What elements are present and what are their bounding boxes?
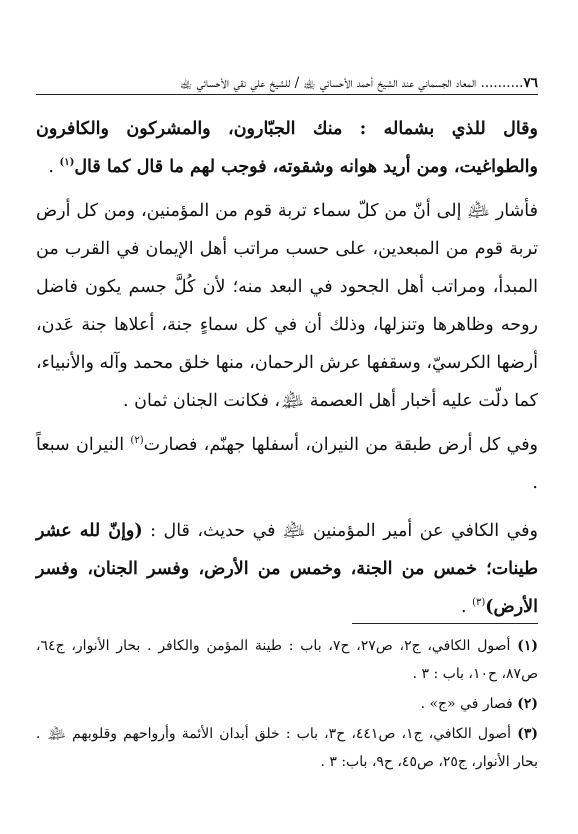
footnote-text: فصار في «ج» . — [420, 696, 513, 712]
footnote-2 — [36, 690, 538, 718]
header-title: المعاد الجسماني عند الشيخ أحمد الأحسائي ﵀ / للشيخ علي نقي الأحسائي ﵀ — [179, 75, 477, 91]
main-text — [36, 110, 538, 632]
page-number: ٧٦ — [523, 75, 538, 91]
kafi-quote: (وإنّ لله عشر طينات؛ خمس من الجنة، وخمس من الأرض، وفسر الجنان، وفسر الأرض) — [36, 521, 538, 617]
paragraph-explanation: فأشار ﵇ إلى أنّ من كلّ سماء تربة قوم من المؤمنين، ومن كل أرض تربة قوم من المبعدين، على حسب مراتب أهل الإيمان في القرب من المبدأ، ومراتب أهل الجحود في البعد منه؛ لأن كُلَّ جسم يكون فاضل روحه وظاهرها وتنزلها، وذلك أن في كل سماءٍ جنة، أعلاها جنة عَدن، أرضها الكرسيّ، وسقفها عرش الرحمان، منها خلق محمد وآله والأنبياء، كما دلّت عليه أخبار أهل العصمة ﵈، فكانت الجنان ثمان . — [36, 201, 538, 411]
paragraph-tail: . — [48, 157, 60, 177]
paragraph-kafi-intro: وفي الكافي عن أمير المؤمنين ﵇ في حديث، قال : — [142, 521, 538, 541]
footnote-ref-3: (٣) — [472, 597, 486, 609]
footnote-ref-1: (١) — [59, 157, 75, 169]
footnote-text: أصول الكافي، ج٢، ص٢٧، ح٧، باب : طينة المؤمن والكافر . بحار الأنوار، ج٦٤، ص٨٧، ح١٠، باب : ٣ . — [36, 638, 538, 682]
running-header — [36, 72, 538, 95]
footnote-number: (٣) — [517, 726, 538, 742]
footnote-3 — [36, 720, 538, 776]
footnote-number: (١) — [517, 638, 538, 654]
paragraph-fires-end: النيران سبعاً . — [36, 435, 538, 493]
footnote-ref-2: (٢) — [130, 435, 144, 447]
paragraph-fires-start: وفي كل أرض طبقة من النيران، أسفلها جهنّم، فصارت — [143, 435, 539, 455]
footnotes — [36, 632, 538, 778]
footnote-1 — [36, 632, 538, 688]
footnote-divider — [352, 623, 538, 624]
paragraph-hadith-quote — [36, 110, 538, 186]
paragraph-kafi — [36, 512, 538, 626]
footnote-text: أصول الكافي، ج١، ص٤٤١، ح٣، باب : خلق أبدان الأئمة وأرواحهم وقلوبهم ﵈ . بحار الأنوار، ج٢٥، ص٤٥، ح٩، باب: ٣ . — [36, 726, 538, 770]
paragraph-fires — [36, 426, 538, 502]
paragraph-kafi-tail: . — [460, 597, 473, 617]
hadith-quote: وقال للذي بشماله : منك الجبّارون، والمشركون والكافرون والطواغيت، ومن أريد هوانه وشقوته، فوجب لهم ما قال كما قال — [36, 119, 538, 177]
header-dots: .......... — [480, 75, 524, 91]
footnote-number: (٢) — [517, 696, 538, 712]
